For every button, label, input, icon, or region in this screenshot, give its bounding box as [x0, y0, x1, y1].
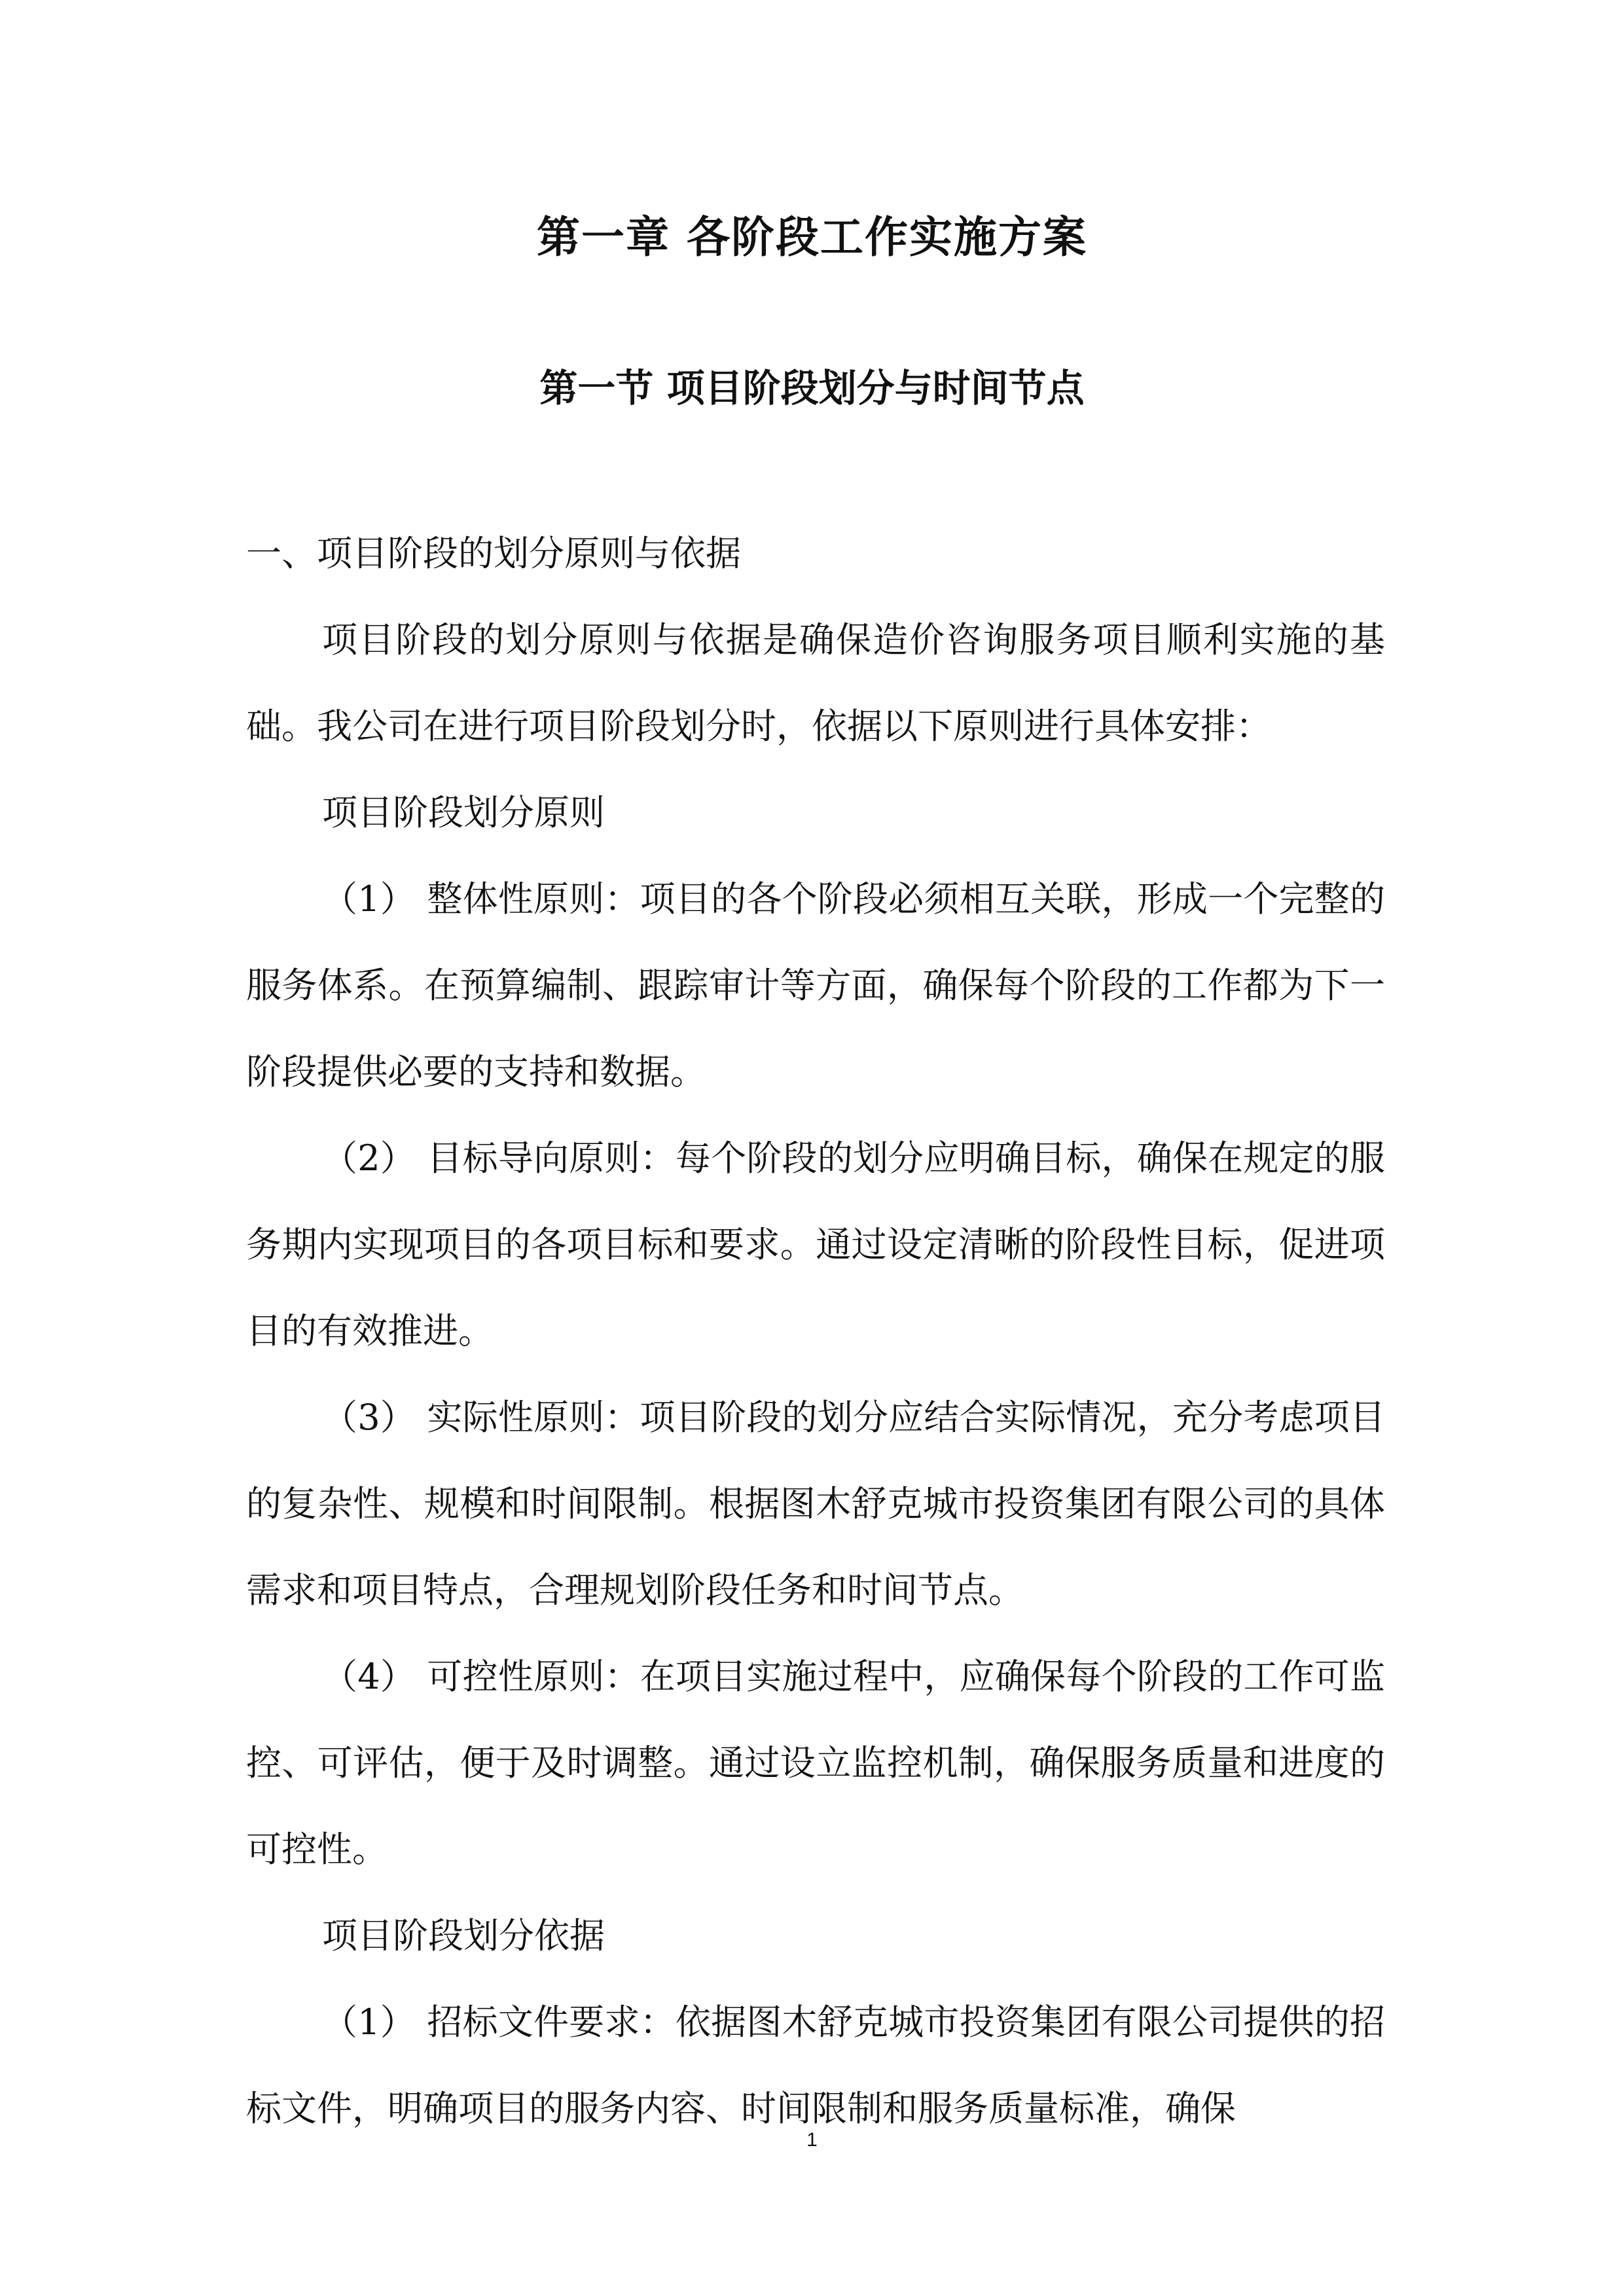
- principle-item-1: （1） 整体性原则：项目的各个阶段必须相互关联，形成一个完整的服务体系。在预算编制、跟踪审计等方面，确保每个阶段的工作都为下一阶段提供必要的支持和数据。: [246, 878, 1385, 1092]
- principles-heading: 项目阶段划分原则: [322, 792, 605, 833]
- principle-item-3: （3） 实际性原则：项目阶段的划分应结合实际情况，充分考虑项目的复杂性、规模和时间限制。根据图木舒克城市投资集团有限公司的具体需求和项目特点，合理规划阶段任务和时间节点。: [246, 1397, 1385, 1611]
- document-body: [246, 511, 1385, 2152]
- section-title: 第一节 项目阶段划分与时间节点: [539, 366, 1085, 410]
- chapter-title: 第一章 各阶段工作实施方案: [537, 212, 1087, 262]
- page-number: 1: [806, 2129, 818, 2151]
- principle-item-2: （2） 目标导向原则：每个阶段的划分应明确目标，确保在规定的服务期内实现项目的各项目标和要求。通过设定清晰的阶段性目标，促进项目的有效推进。: [246, 1138, 1385, 1352]
- basis-item-1: （1） 招标文件要求：依据图木舒克城市投资集团有限公司提供的招标文件，明确项目的服务内容、时间限制和服务质量标准，确保: [246, 2001, 1385, 2129]
- basis-heading: 项目阶段划分依据: [322, 1915, 605, 1956]
- subsection-heading: 一、项目阶段的划分原则与依据: [246, 533, 741, 574]
- paragraph: 项目阶段的划分原则与依据是确保造价咨询服务项目顺利实施的基础。我公司在进行项目阶段划分时，依据以下原则进行具体安排：: [246, 619, 1385, 747]
- principle-item-4: （4） 可控性原则：在项目实施过程中，应确保每个阶段的工作可监控、可评估，便于及时调整。通过设立监控机制，确保服务质量和进度的可控性。: [246, 1656, 1385, 1870]
